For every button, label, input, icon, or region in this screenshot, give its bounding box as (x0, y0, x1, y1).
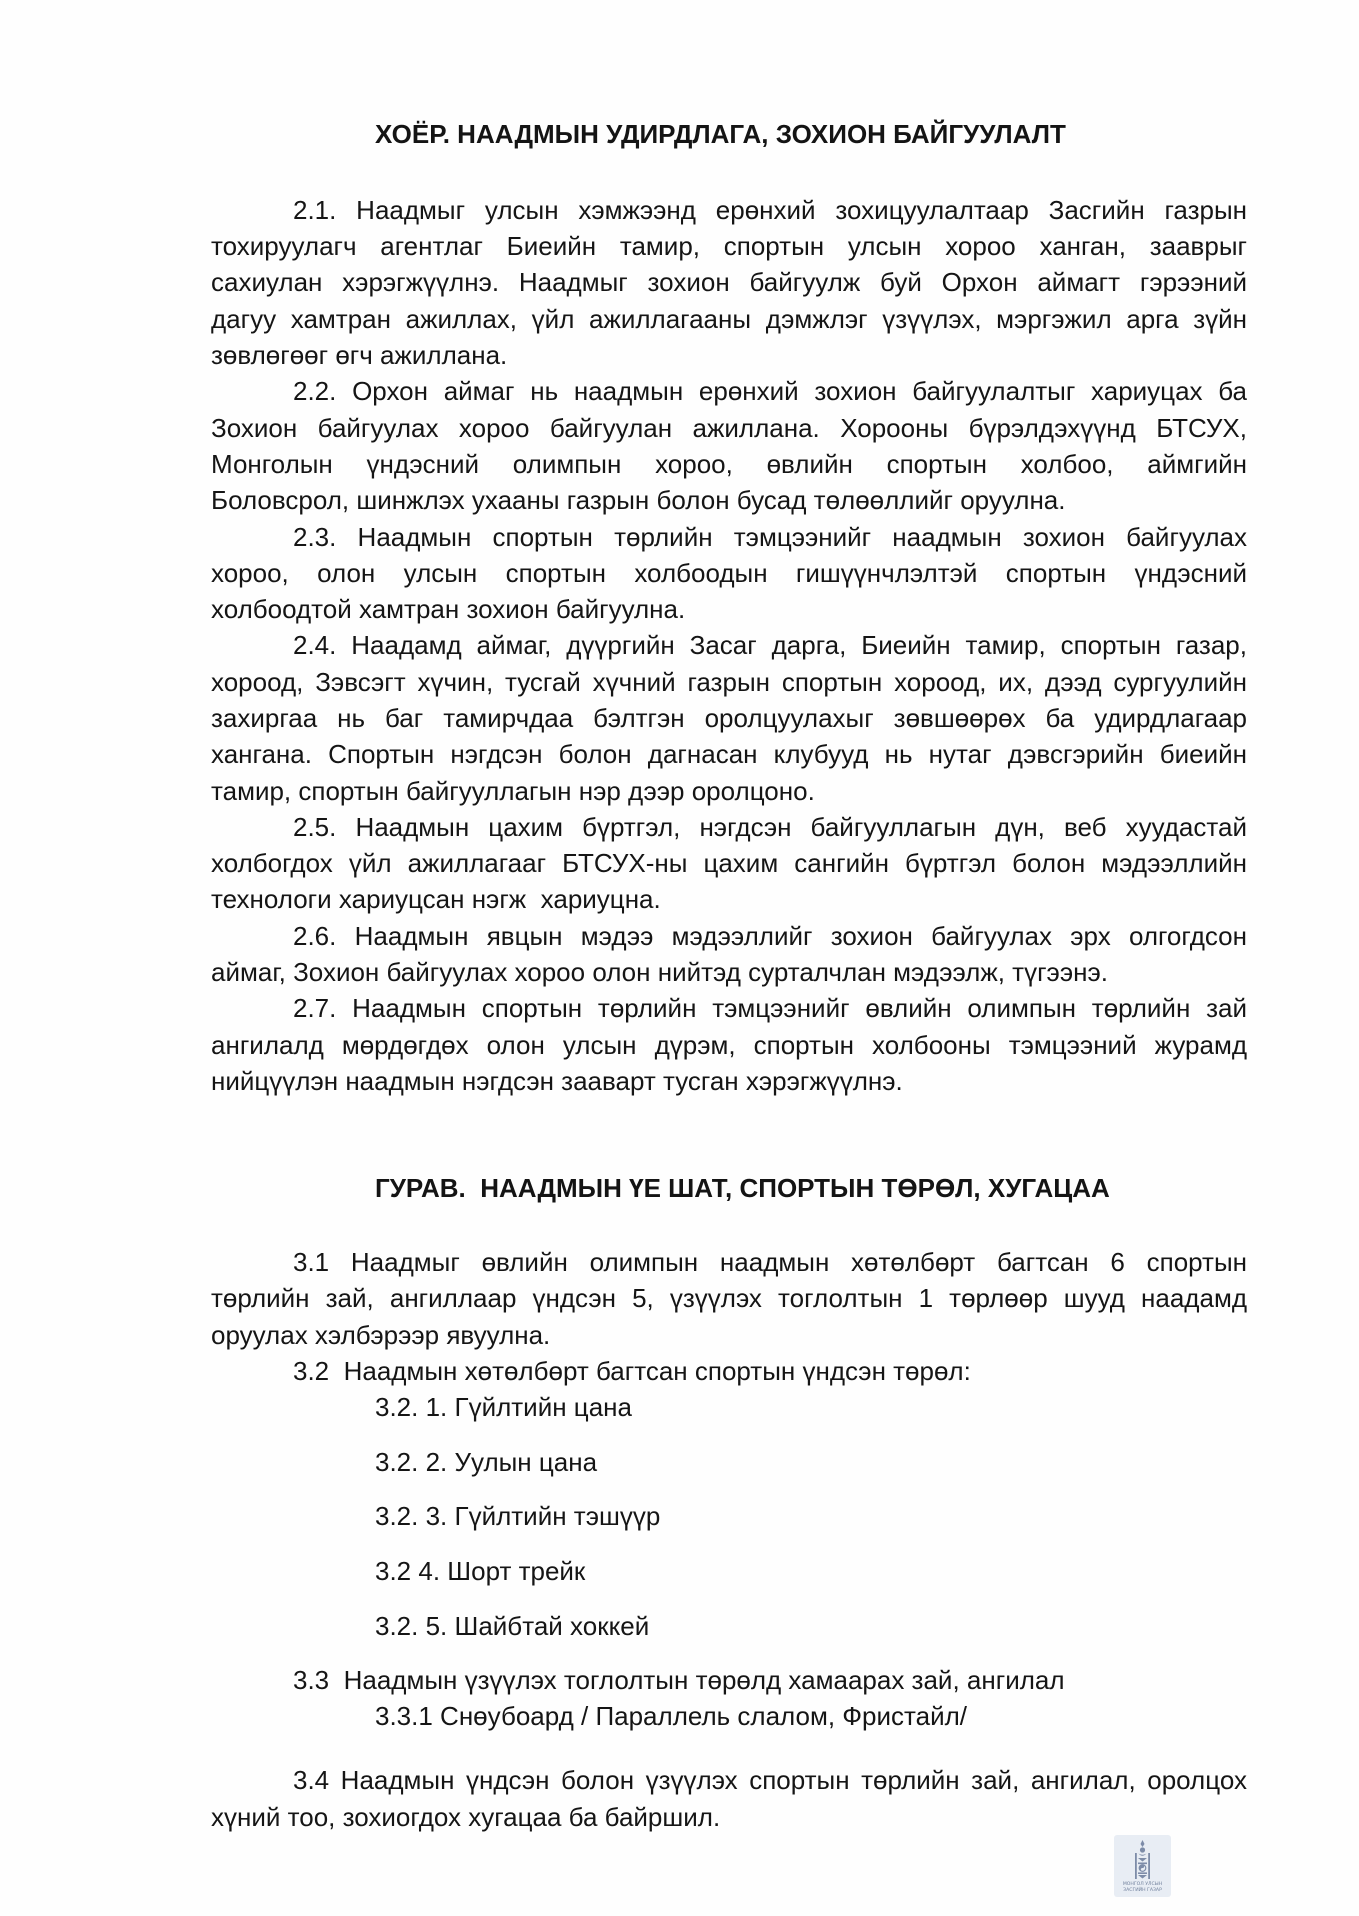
paragraph-line: 2.2. Орхон аймаг нь наадмын ерөнхий зохион байгуулалтыг хариуцах ба (293, 376, 1247, 407)
paragraph-line: оруулах хэлбэрээр явуулна. (211, 1319, 551, 1350)
paragraph-line: захиргаа нь баг тамирчдаа бэлтгэн оролцуулахыг зөвшөөрөх ба удирдлагаар (211, 703, 1247, 733)
section-2-heading: ХОЁР. НААДМЫН УДИРДЛАГА, ЗОХИОН БАЙГУУЛАЛТ (375, 119, 1066, 149)
government-logo (1114, 1835, 1171, 1897)
list-item: 3.2. 2. Уулын цана (375, 1446, 598, 1477)
list-item: 3.2. 1. Гүйлтийн цана (375, 1392, 632, 1423)
paragraph-2-3 (211, 519, 1247, 628)
section-3-heading: ГУРАВ. НААДМЫН ҮЕ ШАТ, СПОРТЫН ТӨРӨЛ, ХУГАЦАА (375, 1173, 1110, 1203)
paragraph-line: Боловсрол, шинжлэх ухааны газрын болон бусад төлөөллийг оруулна. (211, 485, 1066, 516)
paragraph-3-4 (211, 1762, 1247, 1835)
paragraph-line: төрлийн зай, ангиллаар үндсэн 5, үзүүлэх тоглолтын 1 төрлөөр шууд наадамд (211, 1283, 1247, 1314)
paragraph-line: 3.1 Наадмыг өвлийн олимпын наадмын хөтөлбөрт багтсан 6 спортын (293, 1247, 1247, 1277)
sport-types-list (211, 1389, 1247, 1644)
paragraph-line: 2.1. Наадмыг улсын хэмжээнд ерөнхий зохицуулалтаар Засгийн газрын (293, 194, 1247, 225)
paragraph-line: 2.6. Наадмын явцын мэдээ мэдээллийг зохион байгуулах эрх олгогдсон (293, 920, 1247, 951)
paragraph-2-5 (211, 809, 1247, 918)
list-item: 3.3.1 Снөубоард / Параллель слалом, Фристайл/ (375, 1701, 968, 1732)
paragraph-line: хороо, олон улсын спортын холбоодын гишүүнчлэлтэй спортын үндэсний (211, 557, 1247, 588)
paragraph-3-1 (211, 1244, 1247, 1353)
paragraph-2-2 (211, 373, 1247, 518)
demo-sports-list (211, 1698, 1247, 1734)
paragraph-line: 2.4. Наадамд аймаг, дүүргийн Засаг дарга, Биеийн тамир, спортын газар, (293, 630, 1247, 661)
paragraph-line: Монголын үндэсний олимпын хороо, өвлийн спортын холбоо, аймгийн (211, 448, 1247, 479)
paragraph-line: дагуу хамтран ажиллах, үйл ажиллагааны дэмжлэг үзүүлэх, мэргэжил арга зүйн (211, 303, 1247, 334)
paragraph-line: 2.5. Наадмын цахим бүртгэл, нэгдсэн байгууллагын дүн, веб хуудастай (293, 811, 1247, 842)
paragraph-3-3-title: 3.3 Наадмын үзүүлэх тоглолтын төрөлд хамаарах зай, ангилал (293, 1665, 1065, 1696)
list-item: 3.2 4. Шорт трейк (375, 1555, 586, 1586)
paragraph-line: ангилалд мөрдөгдөх олон улсын дүрэм, спортын холбооны тэмцээний журамд (211, 1029, 1247, 1060)
paragraph-2-7 (211, 990, 1247, 1099)
paragraph-line: тохируулагч агентлаг Биеийн тамир, спортын улсын хороо ханган, зааврыг (211, 231, 1247, 262)
paragraph-line: хүний тоо, зохиогдох хугацаа ба байршил. (211, 1801, 721, 1832)
government-emblem-icon (1128, 1839, 1157, 1881)
paragraph-line: нийцүүлэн наадмын нэгдсэн зааварт тусган хэрэгжүүлнэ. (211, 1065, 903, 1096)
list-item: 3.2. 5. Шайбтай хоккей (375, 1610, 650, 1641)
paragraph-2-1 (211, 192, 1247, 373)
logo-text: МОНГОЛ УЛСЫН (1122, 1882, 1163, 1887)
paragraph-line: тамир, спортын байгууллагын нэр дээр оролцоно. (211, 775, 815, 806)
paragraph-line: зөвлөгөөг өгч ажиллана. (211, 340, 508, 371)
paragraph-line: холбоодтой хамтран зохион байгуулна. (211, 594, 686, 625)
paragraph-2-4 (211, 627, 1247, 808)
paragraph-2-6 (211, 918, 1247, 991)
paragraph-line: хангана. Спортын нэгдсэн болон дагнасан клубууд нь нутаг дэвсгэрийн биеийн (211, 739, 1247, 770)
paragraph-line: хороод, Зэвсэгт хүчин, тусгай хүчний газрын спортын хороод, их, дээд сургуулийн (211, 666, 1247, 697)
paragraph-line: 2.7. Наадмын спортын төрлийн тэмцээнийг өвлийн олимпын төрлийн зай (293, 993, 1247, 1024)
paragraph-line: Зохион байгуулах хороо байгуулан ажиллана. Хорооны бүрэлдэхүүнд БТСУХ, (211, 412, 1247, 443)
paragraph-3-2-title: 3.2 Наадмын хөтөлбөрт багтсан спортын үндсэн төрөл: (293, 1355, 971, 1386)
paragraph-line: 2.3. Наадмын спортын төрлийн тэмцээнийг наадмын зохион байгуулах (293, 521, 1247, 552)
list-item: 3.2. 3. Гүйлтийн тэшүүр (375, 1501, 661, 1532)
paragraph-line: холбогдох үйл ажиллагааг БТСУХ-ны цахим сангийн бүртгэл болон мэдээллийн (211, 848, 1247, 879)
paragraph-line: аймаг, Зохион байгуулах хороо олон нийтэд сурталчлан мэдээлж, түгээнэ. (211, 957, 1108, 988)
logo-text: ЗАСГИЙН ГАЗАР (1123, 1888, 1162, 1893)
paragraph-line: технологи хариуцсан нэгж хариуцна. (211, 884, 661, 915)
paragraph-line: 3.4 Наадмын үндсэн болон үзүүлэх спортын төрлийн зай, ангилал, оролцох (293, 1765, 1247, 1796)
section-2-body (211, 192, 1247, 1099)
section-3-body (211, 1244, 1247, 1835)
paragraph-line: сахиулан хэрэгжүүлнэ. Наадмыг зохион байгуулж буй Орхон аймагт гэрээний (211, 267, 1247, 298)
